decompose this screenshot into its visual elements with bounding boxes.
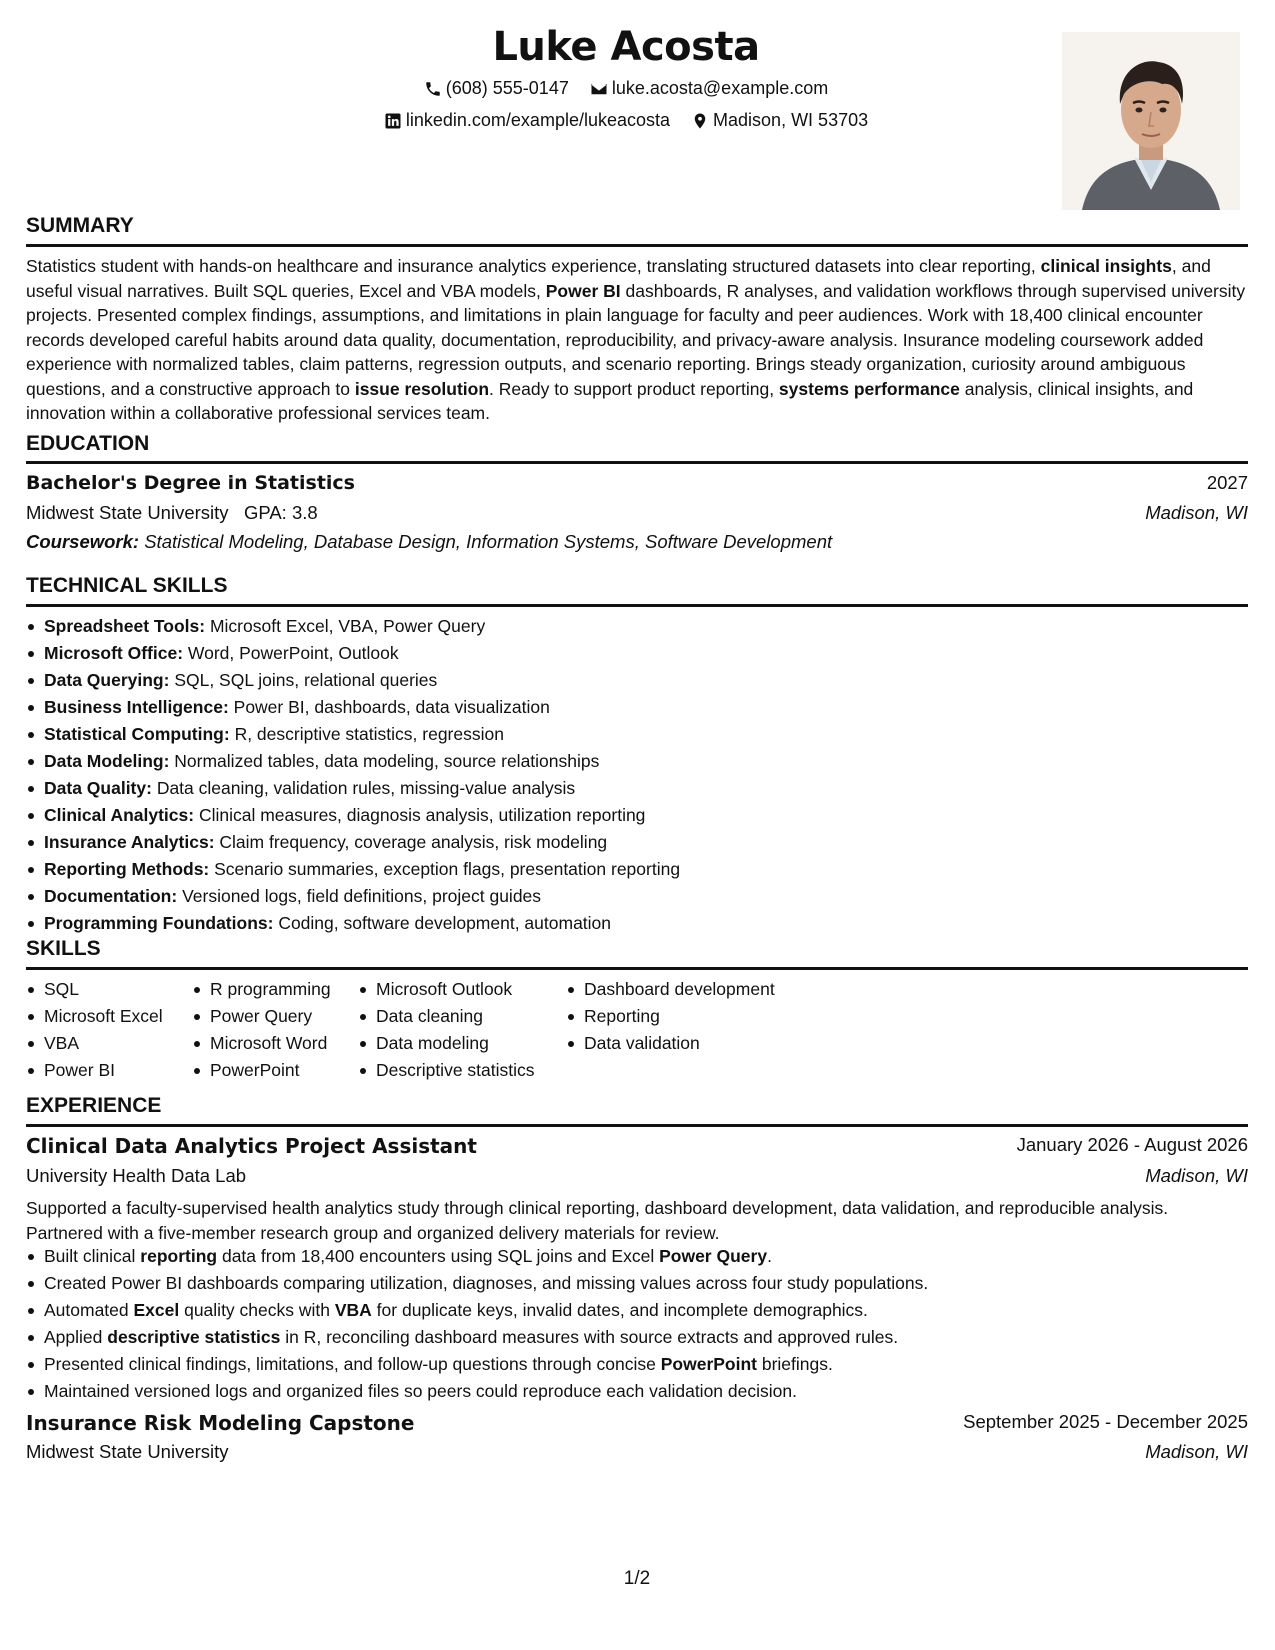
section-rule [26, 461, 1248, 464]
school-info [26, 502, 318, 524]
bold-text: reporting [140, 1246, 218, 1266]
coursework [26, 531, 832, 553]
technical-skills-list [26, 613, 1248, 937]
skill-values: R, descriptive statistics, regression [229, 724, 504, 744]
profile-photo [1062, 32, 1240, 210]
skill-item: Descriptive statistics [358, 1057, 535, 1084]
skill-item: VBA [26, 1030, 163, 1057]
resume-header [26, 18, 1248, 218]
email-contact[interactable] [590, 78, 828, 99]
job-organization: University Health Data Lab [26, 1165, 247, 1186]
skill-category: Documentation: [44, 886, 178, 906]
skill-item: Microsoft Outlook [358, 976, 535, 1003]
candidate-name: Luke Acosta [492, 24, 760, 70]
section-rule [26, 967, 1248, 970]
page-number: 1/2 [623, 1568, 651, 1589]
bold-text: descriptive statistics [107, 1327, 281, 1347]
bold-text: VBA [334, 1300, 372, 1320]
text-run: . [767, 1246, 772, 1266]
skill-category: Data Modeling: [44, 751, 170, 771]
skill-values: Data cleaning, validation rules, missing-value analysis [151, 778, 576, 798]
phone-contact [424, 78, 569, 99]
job-location: Madison, WI [1145, 1165, 1248, 1186]
bold-text: clinical insights [1040, 256, 1172, 276]
contact-line-2 [26, 110, 1226, 135]
bold-text: Power BI [545, 280, 621, 301]
text-run: Maintained versioned logs and organized files so peers could reproduce each validation decision. [44, 1381, 797, 1401]
bold-text: Excel [133, 1300, 180, 1320]
school-location: Madison, WI [1145, 502, 1248, 523]
skill-category: Clinical Analytics: [44, 805, 195, 825]
map-pin-icon [691, 112, 709, 130]
text-run: for duplicate keys, invalid dates, and incomplete demographics. [371, 1300, 868, 1320]
skill-item: Data cleaning [358, 1003, 535, 1030]
bold-text: PowerPoint [660, 1354, 757, 1374]
job-bullet [26, 1297, 1248, 1324]
school-name: Midwest State University [26, 502, 229, 523]
technical-skill-item [26, 856, 1248, 883]
skills-column [26, 976, 163, 1084]
job-bullet [26, 1324, 1248, 1351]
skill-values: Word, PowerPoint, Outlook [183, 643, 399, 663]
bold-text: systems performance [778, 378, 960, 399]
text-run: dashboards, R analyses, and validation workflows through supervised university projects. Presented complex findings, assumptions, and limitations in plain language for faculty and peer audiences. Work with 18,400 clinical encounter records developed careful habits around data quality, documentation, reproducibility, and privacy-aware analysis. Insurance modeling coursework added experience with normalized tables, claim patterns, regression outputs, and scenario reporting. Brings steady organization, curiosity around ambiguous questions, and a constructive approach to [26, 280, 1246, 399]
phone-icon [424, 80, 442, 98]
section-title-summary: SUMMARY [26, 214, 134, 237]
section-title-education: EDUCATION [26, 432, 150, 455]
job-bullet [26, 1351, 1248, 1378]
location-text: Madison, WI 53703 [713, 110, 869, 130]
location-contact [691, 110, 868, 131]
section-title-skills: SKILLS [26, 937, 101, 960]
skill-values: Claim frequency, coverage analysis, risk modeling [214, 832, 608, 852]
linkedin-icon [384, 112, 402, 130]
degree-title: Bachelor's Degree in Statistics [26, 472, 355, 494]
linkedin-contact[interactable] [384, 110, 670, 131]
skill-item: PowerPoint [192, 1057, 331, 1084]
section-title-experience: EXPERIENCE [26, 1094, 162, 1117]
skill-values: Power BI, dashboards, data visualization [228, 697, 550, 717]
job-bullet [26, 1270, 1248, 1297]
skills-column [566, 976, 775, 1057]
section-rule [26, 244, 1248, 247]
job-role: Insurance Risk Modeling Capstone [26, 1411, 415, 1435]
text-run: . Ready to support product reporting, [489, 378, 779, 399]
text-run: in R, reconciling dashboard measures with source extracts and approved rules. [280, 1327, 899, 1347]
skill-category: Data Quality: [44, 778, 152, 798]
technical-skill-item [26, 667, 1248, 694]
skill-item: Microsoft Word [192, 1030, 331, 1057]
text-run: Created Power BI dashboards comparing utilization, diagnoses, and missing values across four study populations. [44, 1273, 929, 1293]
skill-category: Business Intelligence: [44, 697, 229, 717]
job-bullets [26, 1243, 1248, 1405]
skill-category: Programming Foundations: [44, 913, 274, 933]
technical-skill-item [26, 829, 1248, 856]
job-organization: Midwest State University [26, 1441, 229, 1462]
section-rule [26, 604, 1248, 607]
text-run: Applied [44, 1327, 108, 1347]
skill-item: Data validation [566, 1030, 775, 1057]
skill-values: Versioned logs, field definitions, project guides [177, 886, 542, 906]
email-link[interactable]: luke.acosta@example.com [611, 78, 829, 98]
skills-column [192, 976, 331, 1084]
skill-item: Data modeling [358, 1030, 535, 1057]
job-summary: Supported a faculty-supervised health analytics study through clinical reporting, dashboard development, data validation, and reproducible analysis. Partnered with a five-member research group and organized delivery materials for review. [26, 1198, 1169, 1243]
technical-skill-item [26, 910, 1248, 937]
technical-skill-item [26, 748, 1248, 775]
technical-skill-item [26, 613, 1248, 640]
skill-item: Microsoft Excel [26, 1003, 163, 1030]
skill-values: Microsoft Excel, VBA, Power Query [205, 616, 486, 636]
contact-line-1 [26, 78, 1226, 103]
bold-text: issue resolution [354, 378, 490, 399]
coursework-list: Statistical Modeling, Database Design, Information Systems, Software Development [144, 531, 833, 552]
graduation-year: 2027 [1206, 472, 1248, 493]
skill-item: Reporting [566, 1003, 775, 1030]
section-title-technical-skills: TECHNICAL SKILLS [26, 574, 228, 597]
section-rule [26, 1124, 1248, 1127]
coursework-label: Coursework: [26, 531, 140, 552]
text-run: Statistics student with hands-on healthcare and insurance analytics experience, translating structured datasets into clear reporting, [26, 256, 1041, 276]
text-run: Built clinical [44, 1246, 141, 1266]
technical-skill-item [26, 775, 1248, 802]
text-run: Presented clinical findings, limitations, and follow-up questions through concise [44, 1354, 661, 1374]
skill-category: Insurance Analytics: [44, 832, 215, 852]
technical-skill-item [26, 640, 1248, 667]
text-run: briefings. [757, 1354, 833, 1374]
text-run: , and useful visual narratives. Built SQL queries, Excel and VBA models, [26, 256, 1211, 301]
job-dates: September 2025 - December 2025 [963, 1411, 1248, 1432]
skill-category: Microsoft Office: [44, 643, 184, 663]
skill-values: Scenario summaries, exception flags, presentation reporting [209, 859, 681, 879]
skill-item: R programming [192, 976, 331, 1003]
skill-values: Normalized tables, data modeling, source relationships [169, 751, 600, 771]
skill-category: Reporting Methods: [44, 859, 210, 879]
text-run: Automated [44, 1300, 134, 1320]
gpa: GPA: 3.8 [243, 502, 318, 523]
skill-values: Coding, software development, automation [273, 913, 612, 933]
skill-category: Spreadsheet Tools: [44, 616, 206, 636]
skill-item: Power Query [192, 1003, 331, 1030]
skill-item: Power BI [26, 1057, 163, 1084]
job-role: Clinical Data Analytics Project Assistant [26, 1134, 477, 1158]
technical-skill-item [26, 694, 1248, 721]
skill-values: SQL, SQL joins, relational queries [169, 670, 438, 690]
envelope-icon [590, 80, 608, 98]
skill-category: Statistical Computing: [44, 724, 230, 744]
technical-skill-item [26, 883, 1248, 910]
text-run: data from 18,400 encounters using SQL joins and Excel [217, 1246, 660, 1266]
text-run: quality checks with [179, 1300, 335, 1320]
skills-column [358, 976, 535, 1084]
skill-item: Dashboard development [566, 976, 775, 1003]
skill-values: Clinical measures, diagnosis analysis, utilization reporting [194, 805, 646, 825]
text-run: analysis, clinical insights, and innovation within a collaborative professional services team. [26, 378, 1194, 423]
bold-text: Power Query [659, 1246, 768, 1266]
skill-category: Data Querying: [44, 670, 170, 690]
job-location: Madison, WI [1145, 1441, 1248, 1462]
summary-paragraph [26, 254, 1248, 426]
resume-page [26, 0, 1248, 1650]
job-bullet [26, 1243, 1248, 1270]
portrait-illustration [1062, 32, 1240, 210]
job-bullet [26, 1378, 1248, 1405]
job-dates: January 2026 - August 2026 [1016, 1134, 1248, 1155]
skill-item: SQL [26, 976, 163, 1003]
linkedin-link[interactable]: linkedin.com/example/lukeacosta [405, 110, 671, 130]
technical-skill-item [26, 721, 1248, 748]
phone-text: (608) 555-0147 [445, 78, 569, 98]
technical-skill-item [26, 802, 1248, 829]
